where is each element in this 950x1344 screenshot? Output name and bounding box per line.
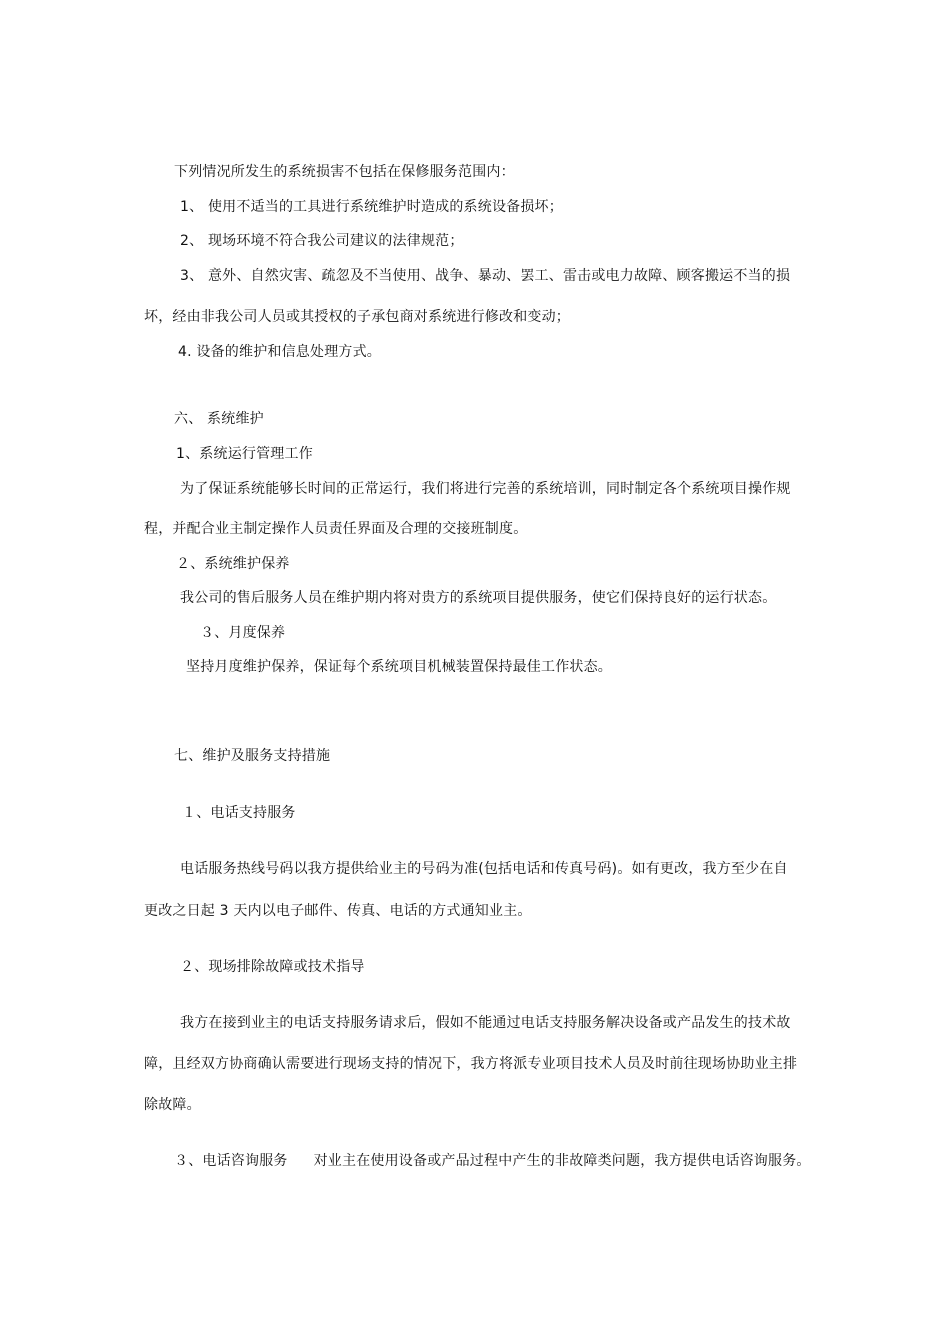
section6-heading: 六、 系统维护 — [174, 411, 264, 427]
section6-sub1-body-cont: 程，并配合业主制定操作人员责任界面及合理的交接班制度。 — [144, 521, 528, 537]
section7-sub1-title: １、电话支持服务 — [182, 805, 296, 821]
section7-sub2-body-end: 除故障。 — [144, 1097, 201, 1113]
section6-sub3-body: 坚持月度维护保养，保证每个系统项目机械装置保持最佳工作状态。 — [186, 659, 612, 675]
section6-sub1-title: 1、系统运行管理工作 — [176, 446, 313, 462]
section7-sub3-title: ３、电话咨询服务 — [174, 1153, 288, 1169]
intro-paragraph: 下列情况所发生的系统损害不包括在保修服务范围内： — [174, 164, 515, 180]
section7-sub3-line — [174, 1152, 811, 1170]
exclusion-item-3: 3、 意外、自然灾害、疏忽及不当使用、战争、暴动、罢工、雷击或电力故障、顾客搬运不当的损 — [180, 268, 791, 284]
exclusion-item-3-cont: 坏，经由非我公司人员或其授权的子承包商对系统进行修改和变动； — [144, 309, 570, 325]
section6-sub2-title: ２、系统维护保养 — [176, 556, 290, 572]
exclusion-item-4: 4. 设备的维护和信息处理方式。 — [178, 344, 382, 360]
exclusion-item-1: 1、 使用不适当的工具进行系统维护时造成的系统设备损坏； — [180, 199, 563, 215]
section7-sub1-body-cont: 更改之日起 3 天内以电子邮件、传真、电话的方式通知业主。 — [144, 903, 532, 919]
section7-sub2-body: 我方在接到业主的电话支持服务请求后，假如不能通过电话支持服务解决设备或产品发生的技术故 — [180, 1015, 791, 1031]
section6-sub3-title: ３、月度保养 — [200, 625, 286, 641]
section7-sub2-body-cont: 障，且经双方协商确认需要进行现场支持的情况下，我方将派专业项目技术人员及时前往现场协助业主排 — [144, 1056, 798, 1072]
section7-heading: 七、维护及服务支持措施 — [174, 748, 331, 764]
section6-sub1-body: 为了保证系统能够长时间的正常运行，我们将进行完善的系统培训，同时制定各个系统项目操作规 — [180, 481, 791, 497]
section7-sub3-body: 对业主在使用设备或产品过程中产生的非故障类问题，我方提供电话咨询服务。 — [313, 1153, 811, 1169]
section7-sub2-title: ２、现场排除故障或技术指导 — [180, 959, 365, 975]
exclusion-item-2: 2、 现场环境不符合我公司建议的法律规范； — [180, 233, 464, 249]
section6-sub2-body: 我公司的售后服务人员在维护期内将对贵方的系统项目提供服务，使它们保持良好的运行状态。 — [180, 590, 777, 606]
section7-sub1-body: 电话服务热线号码以我方提供给业主的号码为准(包括电话和传真号码)。如有更改，我方至少在自 — [180, 861, 788, 877]
